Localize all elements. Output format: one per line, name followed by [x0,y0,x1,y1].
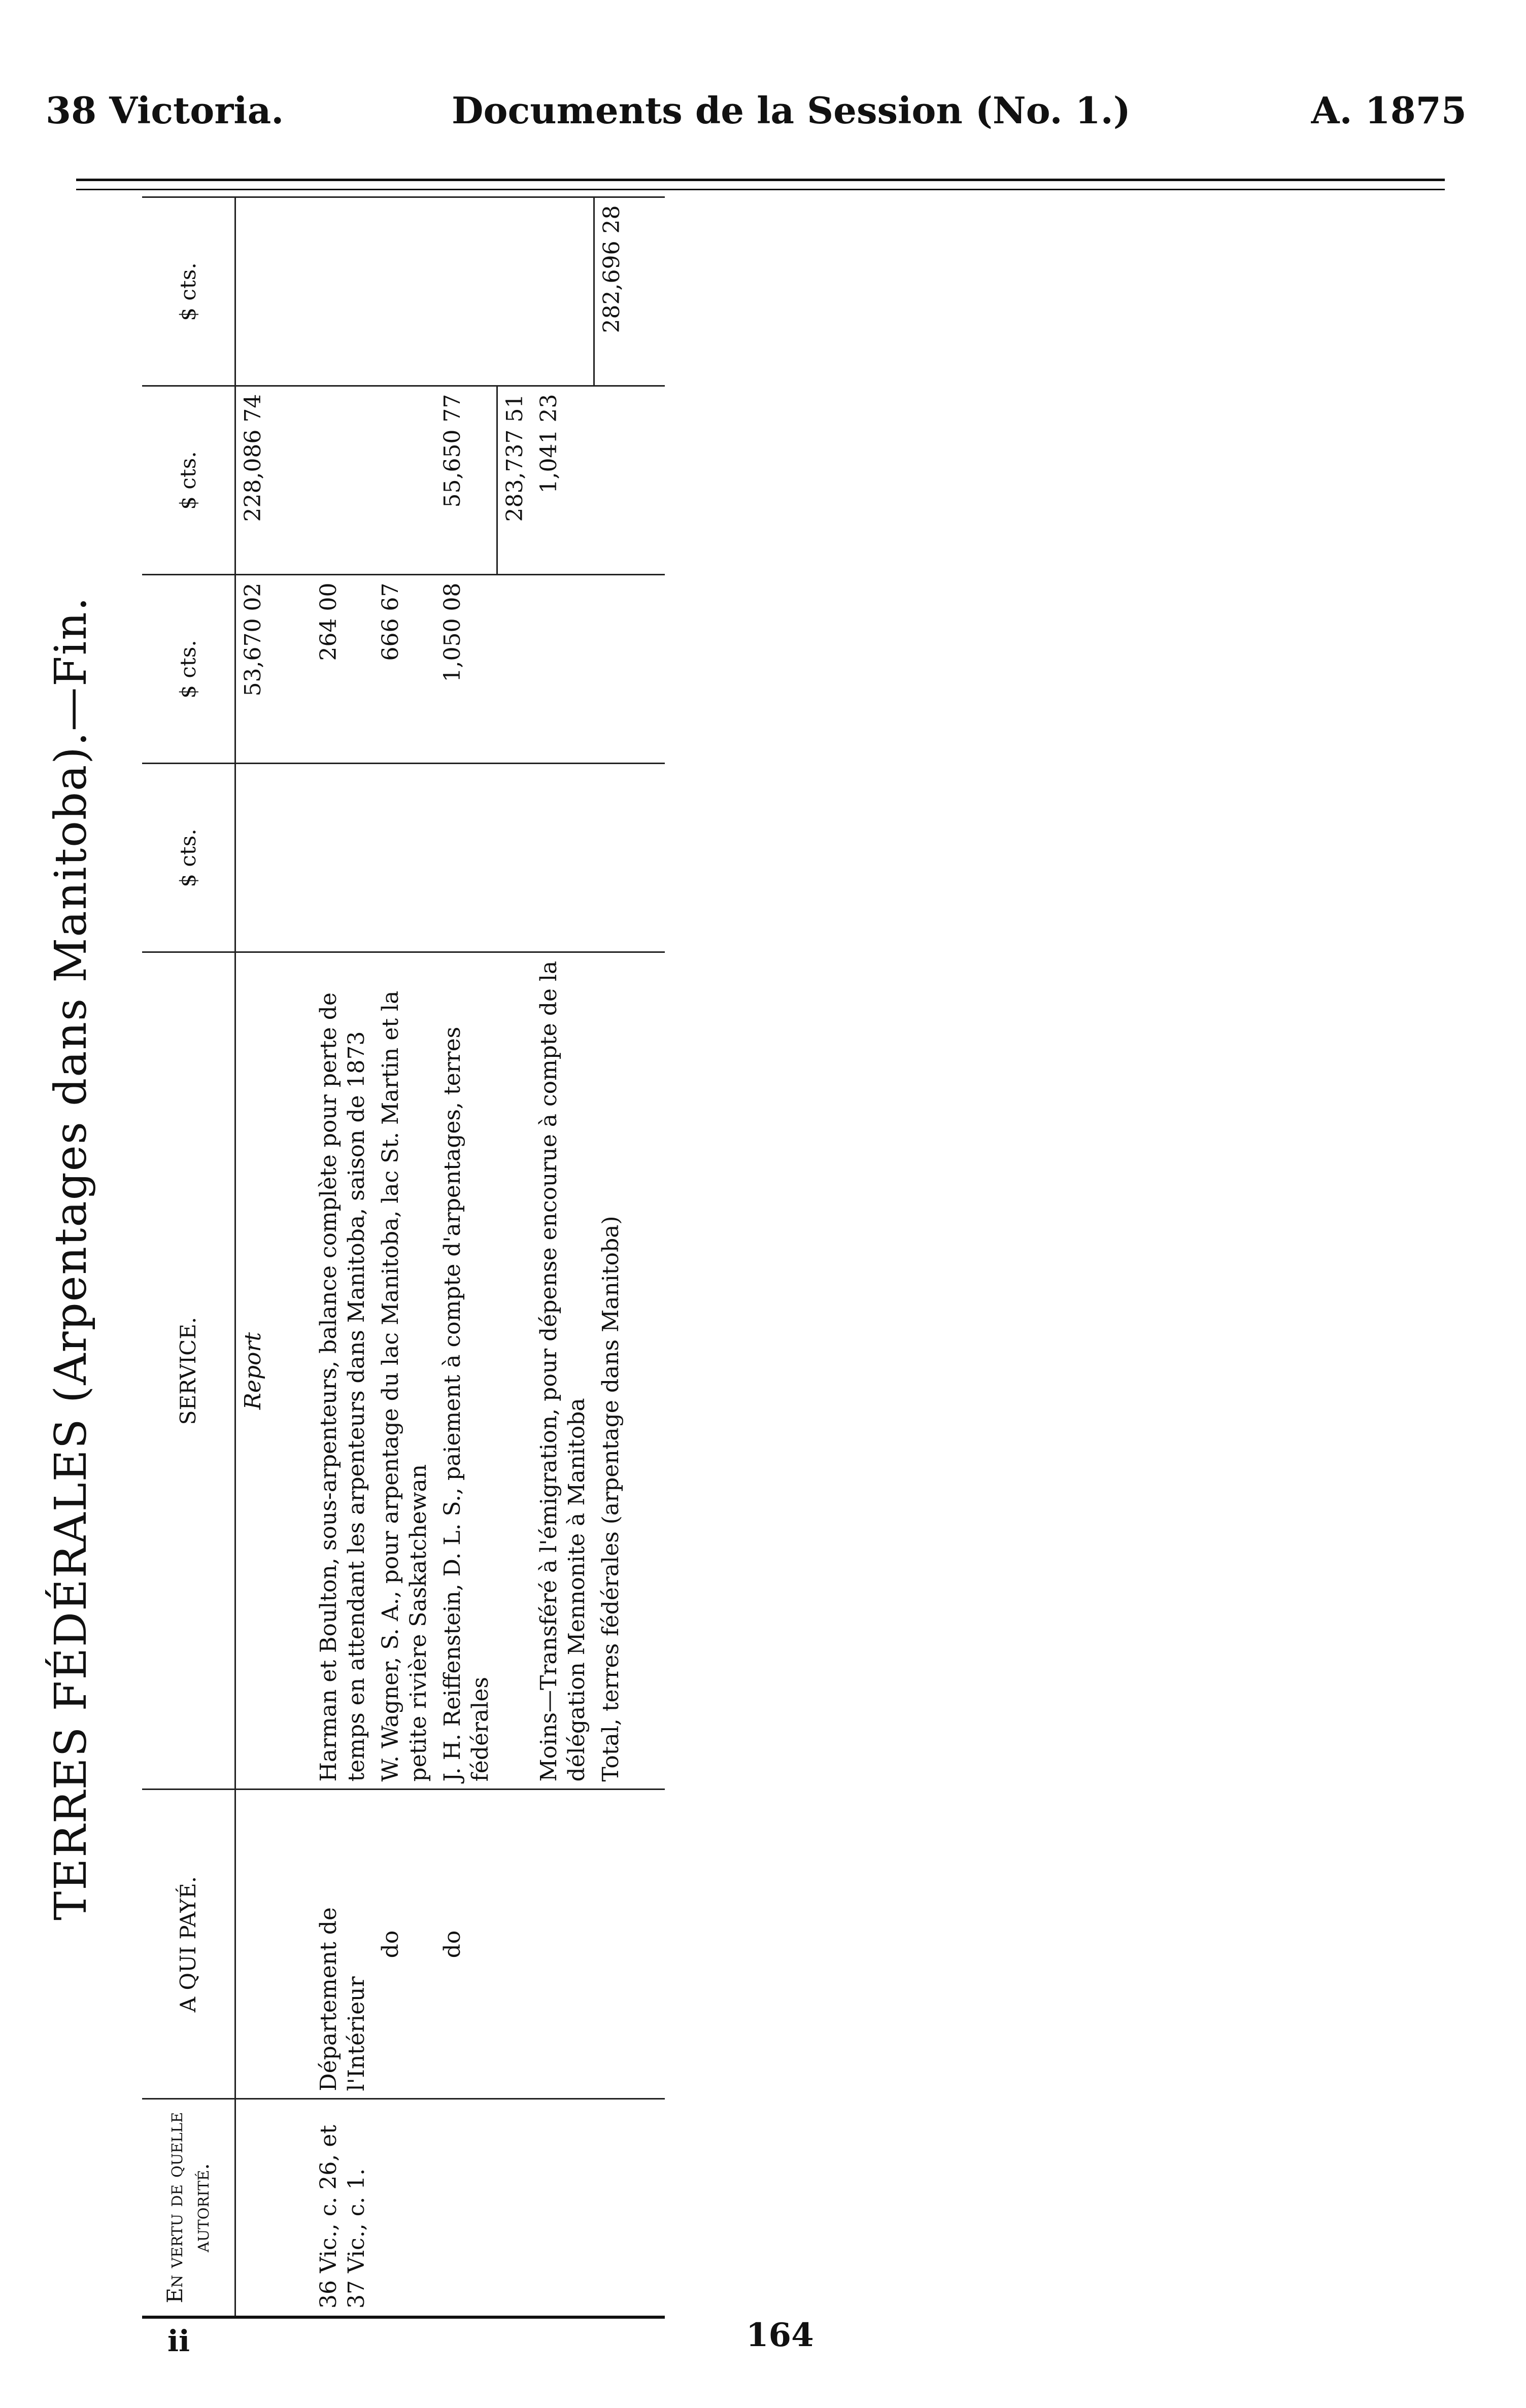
column-header-amount-2: $ cts. [142,575,235,764]
cell-amount-1 [312,764,374,952]
table-row [312,197,374,2317]
cell-paid-to: Département de l'Intérieur [312,1790,374,2099]
cell-amount-4 [497,197,532,386]
cell-amount-1 [235,764,312,952]
cell-service [497,952,532,1790]
cell-amount-3: 228,086 74 [235,386,312,575]
table-row [235,197,312,2317]
table-row [497,197,532,2317]
cell-paid-to [594,1790,665,2099]
cell-amount-1 [497,764,532,952]
cell-authority [374,2099,435,2317]
header-volume: 38 Victoria. [46,89,284,132]
header-year: A. 1875 [1311,89,1467,132]
cell-amount-4 [435,197,497,386]
cell-amount-1 [594,764,665,952]
cell-paid-to [532,1790,594,2099]
cell-service: J. H. Reiffenstein, D. L. S., paiement à compte d'arpentages, terres fédérales [435,952,497,1790]
header-rule-secondary [76,189,1445,190]
cell-service: Total, terres fédérales (arpentage dans Manitoba) [594,952,665,1790]
table-row [435,197,497,2317]
column-header-amount-4: $ cts. [142,197,235,386]
cell-paid-to: do [374,1790,435,2099]
cell-paid-to [235,1790,312,2099]
cell-amount-1 [435,764,497,952]
table-row [374,197,435,2317]
cell-authority [594,2099,665,2317]
cell-amount-3 [594,386,665,575]
cell-amount-4 [235,197,312,386]
cell-amount-2 [532,575,594,764]
cell-paid-to: do [435,1790,497,2099]
table-title: TERRES FÉDÉRALES (Arpentages dans Manitoba).—Fin. [46,596,96,1921]
cell-amount-3: 55,650 77 [435,386,497,575]
cell-amount-4 [374,197,435,386]
column-header-authority: En vertu de quelle autorité. [142,2099,235,2317]
cell-service: Harman et Boulton, sous-arpenteurs, balance complète pour perte de temps en attendant les arpenteurs dans Manitoba, saison de 1873 [312,952,374,1790]
cell-amount-2: 666 67 [374,575,435,764]
cell-amount-3-subtotal: 283,737 51 [497,386,532,575]
table-row [594,197,665,2317]
cell-amount-3 [374,386,435,575]
cell-paid-to [497,1790,532,2099]
cell-amount-2: 264 00 [312,575,374,764]
column-header-amount-3: $ cts. [142,386,235,575]
column-header-amount-1: $ cts. [142,764,235,952]
cell-amount-4-total: 282,696 28 [594,197,665,386]
cell-amount-2 [594,575,665,764]
column-header-paid-to: A QUI PAYÉ. [142,1790,235,2099]
cell-authority [497,2099,532,2317]
cell-authority: 36 Vic., c. 26, et 37 Vic., c. 1. [312,2099,374,2317]
cell-amount-4 [312,197,374,386]
footer-marker: ii [167,2324,190,2358]
rotated-table [46,198,903,2319]
page-header [46,89,1467,140]
cell-amount-1 [532,764,594,952]
header-title: Documents de la Session (No. 1.) [452,89,1131,132]
cell-amount-1 [374,764,435,952]
ledger-table [142,197,665,2319]
column-header-service: SERVICE. [142,952,235,1790]
cell-service: Report [235,952,312,1790]
page-number: 164 [746,2316,814,2354]
cell-authority [532,2099,594,2317]
table-header-row [142,197,235,2317]
rotated-table-container [46,198,903,2319]
table-row [532,197,594,2317]
cell-amount-2: 1,050 08 [435,575,497,764]
cell-amount-2: 53,670 02 [235,575,312,764]
cell-amount-4 [532,197,594,386]
cell-amount-3 [312,386,374,575]
cell-service: Moins—Transféré à l'émigration, pour dépense encourue à compte de la délégation Mennonite à Manitoba [532,952,594,1790]
cell-authority [435,2099,497,2317]
header-rule [76,179,1445,181]
cell-service: W. Wagner, S. A., pour arpentage du lac Manitoba, lac St. Martin et la petite rivière Saskatchewan [374,952,435,1790]
cell-authority [235,2099,312,2317]
cell-amount-2 [497,575,532,764]
cell-amount-3: 1,041 23 [532,386,594,575]
